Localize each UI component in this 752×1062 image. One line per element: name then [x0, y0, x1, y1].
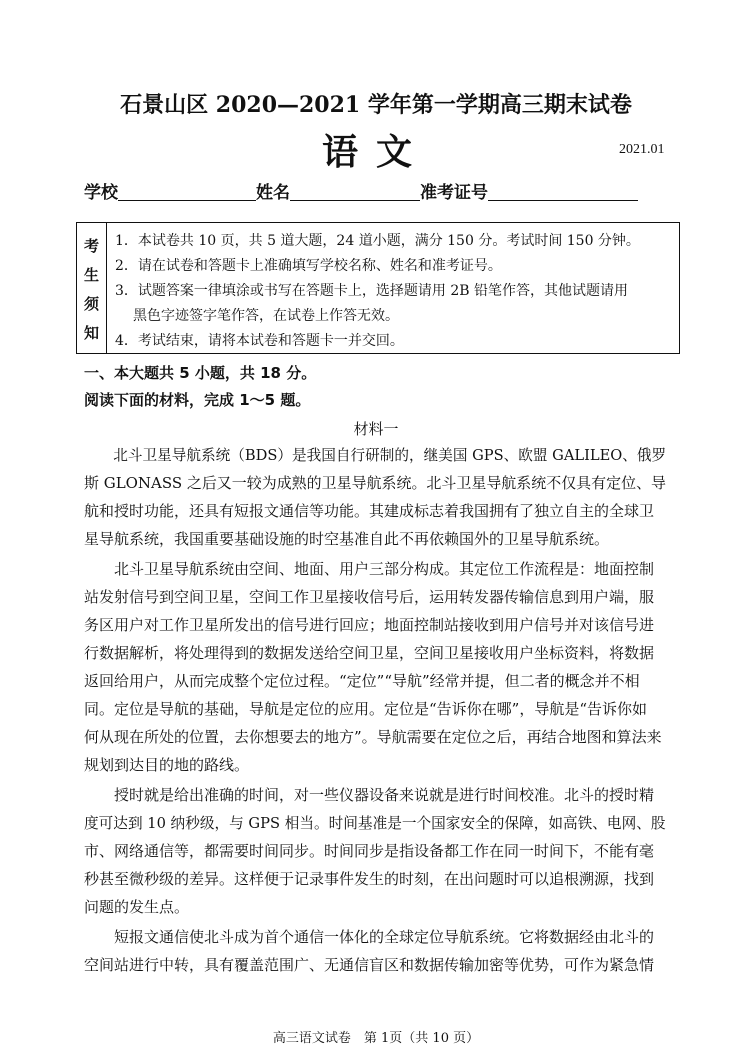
body-line: 航和授时功能，还具有短报文通信等功能。其建成标志着我国拥有了独立自主的全球卫 — [84, 502, 655, 520]
material-title: 材料一 — [353, 420, 399, 438]
exam-id-label: 准考证号 — [420, 183, 488, 203]
body-line: 规划到达目的地的路线。 — [84, 756, 250, 774]
notice-item: 3．试题答案一律填涂或书写在答题卡上，选择题请用 2B 铅笔作答，其他试题请用 — [115, 283, 629, 299]
body-line: 站发射信号到空间卫星，空间工作卫星接收信号后，运用转发器传输信息到用户端，服 — [84, 588, 655, 606]
notice-label-char: 须 — [83, 295, 99, 313]
subject-title: 语文 — [321, 131, 430, 173]
body-line: 何从现在所处的位置，去你想要去的地方”。导航需要在定位之后，再结合地图和算法来 — [84, 728, 662, 746]
exam-id-blank[interactable] — [488, 183, 638, 201]
exam-date: 2021.01 — [619, 142, 665, 157]
body-line: 斯 GLONASS 之后又一较为成熟的卫星导航系统。北斗卫星导航系统不仅具有定位、导 — [84, 474, 667, 492]
body-line: 市、网络通信等，都需要时间同步。时间同步是指设备都工作在同一时间下，不能有毫 — [84, 842, 655, 860]
body-line: 度可达到 10 纳秒级，与 GPS 相当。时间基准是一个国家安全的保障，如高铁、电网、股 — [84, 814, 666, 832]
name-blank[interactable] — [290, 183, 420, 201]
name-label: 姓名 — [256, 183, 290, 203]
exam-title: 石景山区 2020—2021 学年第一学期高三期末试卷 — [120, 92, 632, 118]
body-line: 务区用户对工作卫星所发出的信号进行回应；地面控制站接收到用户信号并对该信号进 — [84, 616, 655, 634]
body-line: 返回给用户，从而完成整个定位过程。“定位”“导航”经常并提，但二者的概念并不相 — [84, 672, 640, 690]
notice-item: 2．请在试卷和答题卡上准确填写学校名称、姓名和准考证号。 — [115, 258, 502, 274]
school-blank[interactable] — [118, 183, 256, 201]
body-line: 北斗卫星导航系统由空间、地面、用户三部分构成。其定位工作流程是：地面控制 — [84, 560, 655, 578]
notice-item-continued: 黑色字迹签字笔作答，在试卷上作答无效。 — [133, 308, 399, 324]
notice-label-char: 生 — [83, 266, 99, 284]
notice-label-char: 知 — [83, 324, 99, 342]
school-label: 学校 — [84, 183, 118, 203]
body-line: 行数据解析，将处理得到的数据发送给空间卫星，空间卫星接收用户坐标资料，将数据 — [84, 644, 655, 662]
candidate-notice-box — [76, 222, 680, 354]
page-footer: 高三语文试卷 第 1页（共 10 页） — [272, 1031, 480, 1046]
notice-label — [77, 223, 107, 353]
body-line: 短报文通信使北斗成为首个通信一体化的全球定位导航系统。它将数据经由北斗的 — [84, 928, 655, 946]
body-line: 北斗卫星导航系统（BDS）是我国自行研制的，继美国 GPS、欧盟 GALILEO、俄罗 — [84, 446, 667, 464]
body-line: 秒甚至微秒级的差异。这样便于记录事件发生的时刻，在出问题时可以追根溯源，找到 — [84, 870, 655, 888]
notice-item: 1．本试卷共 10 页，共 5 道大题，24 道小题，满分 150 分。考试时间 150 分钟。 — [115, 233, 640, 249]
body-line: 星导航系统，我国重要基础设施的时空基准自此不再依赖国外的卫星导航系统。 — [84, 530, 610, 548]
candidate-info-fields — [84, 178, 638, 203]
body-line: 同。定位是导航的基础，导航是定位的应用。定位是“告诉你在哪”，导航是“告诉你如 — [84, 700, 648, 718]
notice-item: 4．考试结束，请将本试卷和答题卡一并交回。 — [115, 333, 404, 349]
body-line: 授时就是给出准确的时间，对一些仪器设备来说就是进行时间校准。北斗的授时精 — [84, 786, 655, 804]
body-line: 空间站进行中转，具有覆盖范围广、无通信盲区和数据传输加密等优势，可作为紧急情 — [84, 956, 655, 974]
section-heading: 一、本大题共 5 小题，共 18 分。 — [84, 364, 317, 382]
body-line: 问题的发生点。 — [84, 898, 190, 916]
notice-label-char: 考 — [83, 237, 99, 255]
section-instruction: 阅读下面的材料，完成 1～5 题。 — [84, 391, 311, 409]
